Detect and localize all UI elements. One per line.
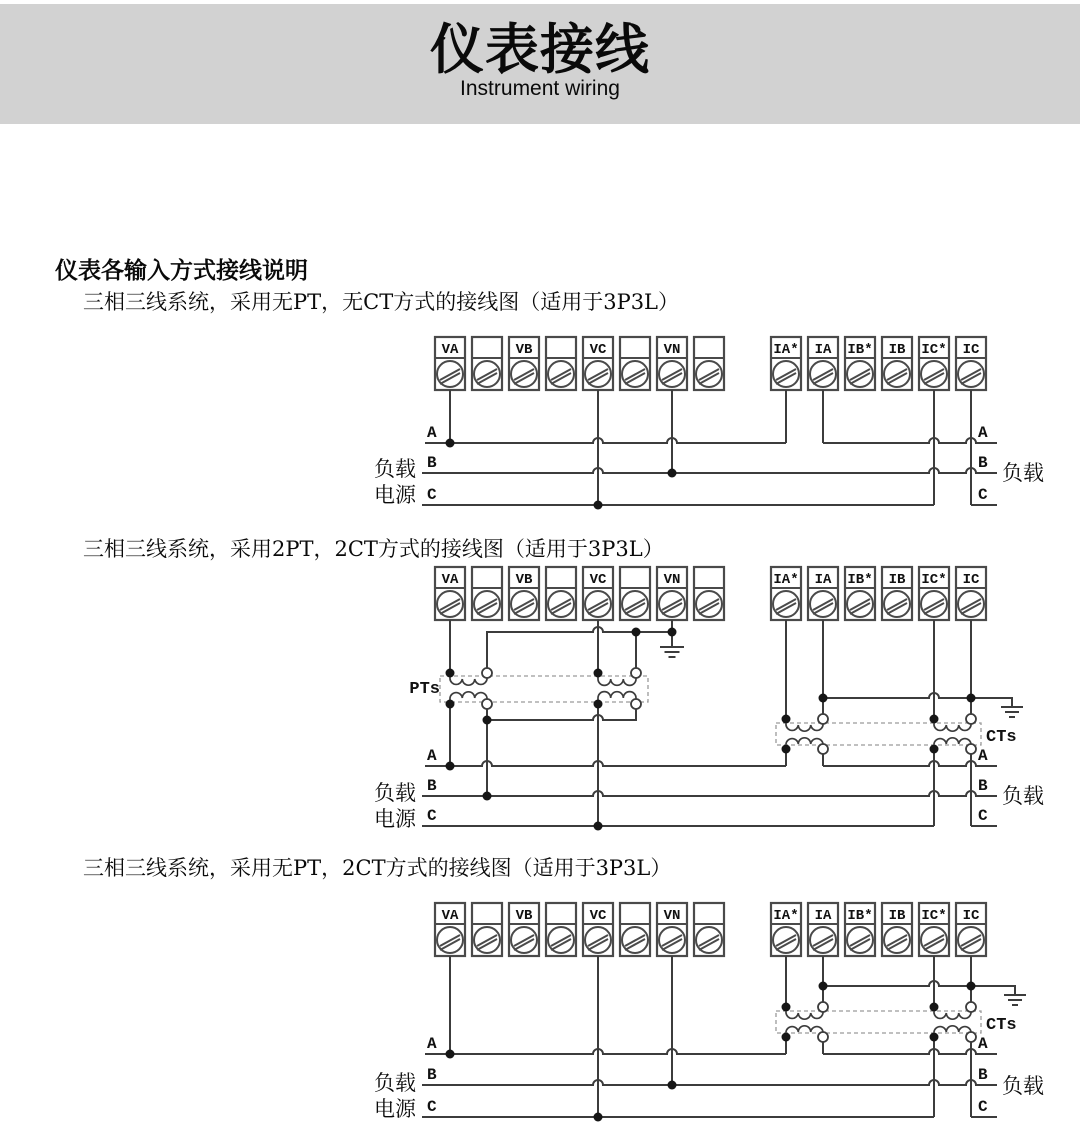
polarity-dot — [594, 700, 603, 709]
junction-dot — [819, 694, 828, 703]
diagram-1-voltage-terminal-strip — [435, 337, 724, 390]
ground-icon — [1004, 995, 1026, 1005]
junction-dot — [819, 982, 828, 991]
source-label-left: 电源 — [374, 483, 416, 507]
diagram-1 — [374, 337, 1044, 510]
load-label-right: 负载 — [1002, 1074, 1044, 1098]
phase-b-line — [422, 1080, 997, 1085]
terminal-label: VC — [589, 908, 607, 924]
terminal-label: VB — [515, 908, 533, 924]
phase-b-label-left: B — [427, 1066, 437, 1084]
diagram-2 — [374, 567, 1044, 831]
terminal-label: IB — [888, 572, 906, 588]
junction-dot — [483, 716, 492, 725]
diagram-3-voltage-terminal-strip — [435, 903, 724, 956]
terminal-label: VN — [663, 908, 681, 924]
diagram-2-voltage-terminal-strip — [435, 567, 724, 620]
junction-dot — [594, 822, 603, 831]
pts-label: PTs — [409, 680, 440, 699]
phase-a-label-right: A — [978, 1035, 988, 1053]
junction-dot — [967, 694, 976, 703]
junction-dot — [632, 628, 641, 637]
phase-a-line-left — [425, 1049, 786, 1054]
load-label-left: 负载 — [374, 1071, 416, 1095]
pt2-secondary-winding — [598, 673, 636, 685]
phase-c-label-right: C — [978, 1098, 988, 1116]
ct-boundary — [776, 1011, 981, 1033]
diagram-3-junctions — [446, 982, 977, 1122]
phase-c-label-right: C — [978, 807, 988, 825]
phase-a-line-left — [425, 761, 786, 766]
polarity-dot — [782, 715, 791, 724]
terminal-label: IC — [962, 908, 980, 924]
ground-icon — [1001, 707, 1023, 717]
diagram-3-caption: 三相三线系统，采用无PT，2CT方式的接线图（适用于3P3L） — [83, 856, 672, 880]
phase-b-label-right: B — [978, 454, 988, 472]
terminal-label: VA — [441, 342, 459, 358]
junction-dot — [446, 439, 455, 448]
junction-dot — [446, 1050, 455, 1059]
junction-dot — [668, 628, 677, 637]
terminal-label: IC* — [921, 908, 947, 924]
terminal-label: IC — [962, 572, 980, 588]
terminal-label: IB — [888, 342, 906, 358]
polarity-dot — [782, 1003, 791, 1012]
terminal-label: IC* — [921, 342, 947, 358]
junction-dot — [483, 792, 492, 801]
polarity-dot — [446, 669, 455, 678]
source-label-left: 电源 — [374, 1097, 416, 1121]
phase-a-label-right: A — [978, 747, 988, 765]
phase-a-label-left: A — [427, 1035, 437, 1053]
terminal-label: IB* — [847, 342, 873, 358]
ground-icon — [660, 647, 684, 657]
load-label-right: 负载 — [1002, 784, 1044, 808]
diagram-1-caption: 三相三线系统，采用无PT，无CT方式的接线图（适用于3P3L） — [83, 290, 680, 314]
load-label-left: 负载 — [374, 781, 416, 805]
phase-c-label-left: C — [427, 807, 437, 825]
terminal-label: IA* — [773, 342, 799, 358]
pt2-primary-winding — [598, 692, 636, 704]
pt-boundary — [440, 676, 648, 702]
phase-b-label-left: B — [427, 454, 437, 472]
terminal-label: IA — [814, 908, 832, 924]
polarity-dot — [782, 1033, 791, 1042]
diagram-2-caption: 三相三线系统，采用2PT，2CT方式的接线图（适用于3P3L） — [83, 537, 664, 561]
diagram-3-current-terminal-strip — [771, 903, 986, 956]
ct-boundary — [776, 723, 981, 745]
diagram-3 — [374, 903, 1044, 1122]
terminal-label: IA* — [773, 908, 799, 924]
phase-a-line-left — [425, 438, 786, 443]
terminal-label: VN — [663, 572, 681, 588]
junction-dot — [668, 469, 677, 478]
polarity-dot — [930, 715, 939, 724]
junction-dot — [594, 501, 603, 510]
pt-primary-common-link — [487, 704, 636, 720]
open-terminal — [966, 744, 976, 754]
terminal-label: IB* — [847, 572, 873, 588]
polarity-dot — [930, 1033, 939, 1042]
phase-b-label-left: B — [427, 777, 437, 795]
polarity-dot — [930, 1003, 939, 1012]
terminal-label: VB — [515, 572, 533, 588]
terminal-label: VC — [589, 342, 607, 358]
terminal-label: IA — [814, 342, 832, 358]
diagram-1-wires — [422, 390, 997, 505]
cts-label: CTs — [986, 1016, 1017, 1035]
source-label-left: 电源 — [374, 807, 416, 831]
polarity-dot — [446, 700, 455, 709]
open-terminal — [482, 699, 492, 709]
phase-c-label-left: C — [427, 486, 437, 504]
diagram-2-junctions — [446, 628, 977, 831]
phase-b-line — [422, 791, 997, 796]
terminal-label: VB — [515, 342, 533, 358]
open-terminal — [818, 744, 828, 754]
polarity-dot — [930, 745, 939, 754]
open-terminal — [966, 714, 976, 724]
ct-secondary-common — [823, 981, 1015, 994]
diagram-1-current-terminal-strip — [771, 337, 986, 390]
phase-c-label-left: C — [427, 1098, 437, 1116]
phase-c-label-right: C — [978, 486, 988, 504]
terminal-label: VA — [441, 572, 459, 588]
load-label-right: 负载 — [1002, 461, 1044, 485]
polarity-dot — [594, 669, 603, 678]
phase-a-label-left: A — [427, 424, 437, 442]
polarity-dot — [782, 745, 791, 754]
terminal-label: IC — [962, 342, 980, 358]
terminal-label: VC — [589, 572, 607, 588]
phase-a-label-right: A — [978, 424, 988, 442]
junction-dot — [594, 1113, 603, 1122]
cts-label: CTs — [986, 728, 1017, 747]
section-heading: 仪表各输入方式接线说明 — [55, 257, 308, 283]
open-terminal — [966, 1002, 976, 1012]
open-terminal — [631, 668, 641, 678]
open-terminal — [482, 668, 492, 678]
junction-dot — [668, 1081, 677, 1090]
terminal-label: IB — [888, 908, 906, 924]
ct-secondary-common — [823, 693, 1012, 706]
open-terminal — [818, 1032, 828, 1042]
open-terminal — [818, 1002, 828, 1012]
phase-b-label-right: B — [978, 777, 988, 795]
diagram-2-current-terminal-strip — [771, 567, 986, 620]
open-terminal — [818, 714, 828, 724]
load-label-left: 负载 — [374, 457, 416, 481]
phase-a-label-left: A — [427, 747, 437, 765]
junction-dot — [967, 982, 976, 991]
page-subtitle: Instrument wiring — [460, 76, 620, 100]
terminal-label: IA* — [773, 572, 799, 588]
pt-secondary-common — [487, 627, 672, 673]
open-terminal — [631, 699, 641, 709]
phase-b-line — [422, 468, 997, 473]
junction-dot — [446, 762, 455, 771]
terminal-label: IB* — [847, 908, 873, 924]
terminal-label: VN — [663, 342, 681, 358]
open-terminal — [966, 1032, 976, 1042]
phase-b-label-right: B — [978, 1066, 988, 1084]
terminal-label: IA — [814, 572, 832, 588]
terminal-label: VA — [441, 908, 459, 924]
page-title: 仪表接线 — [430, 20, 650, 80]
terminal-label: IC* — [921, 572, 947, 588]
